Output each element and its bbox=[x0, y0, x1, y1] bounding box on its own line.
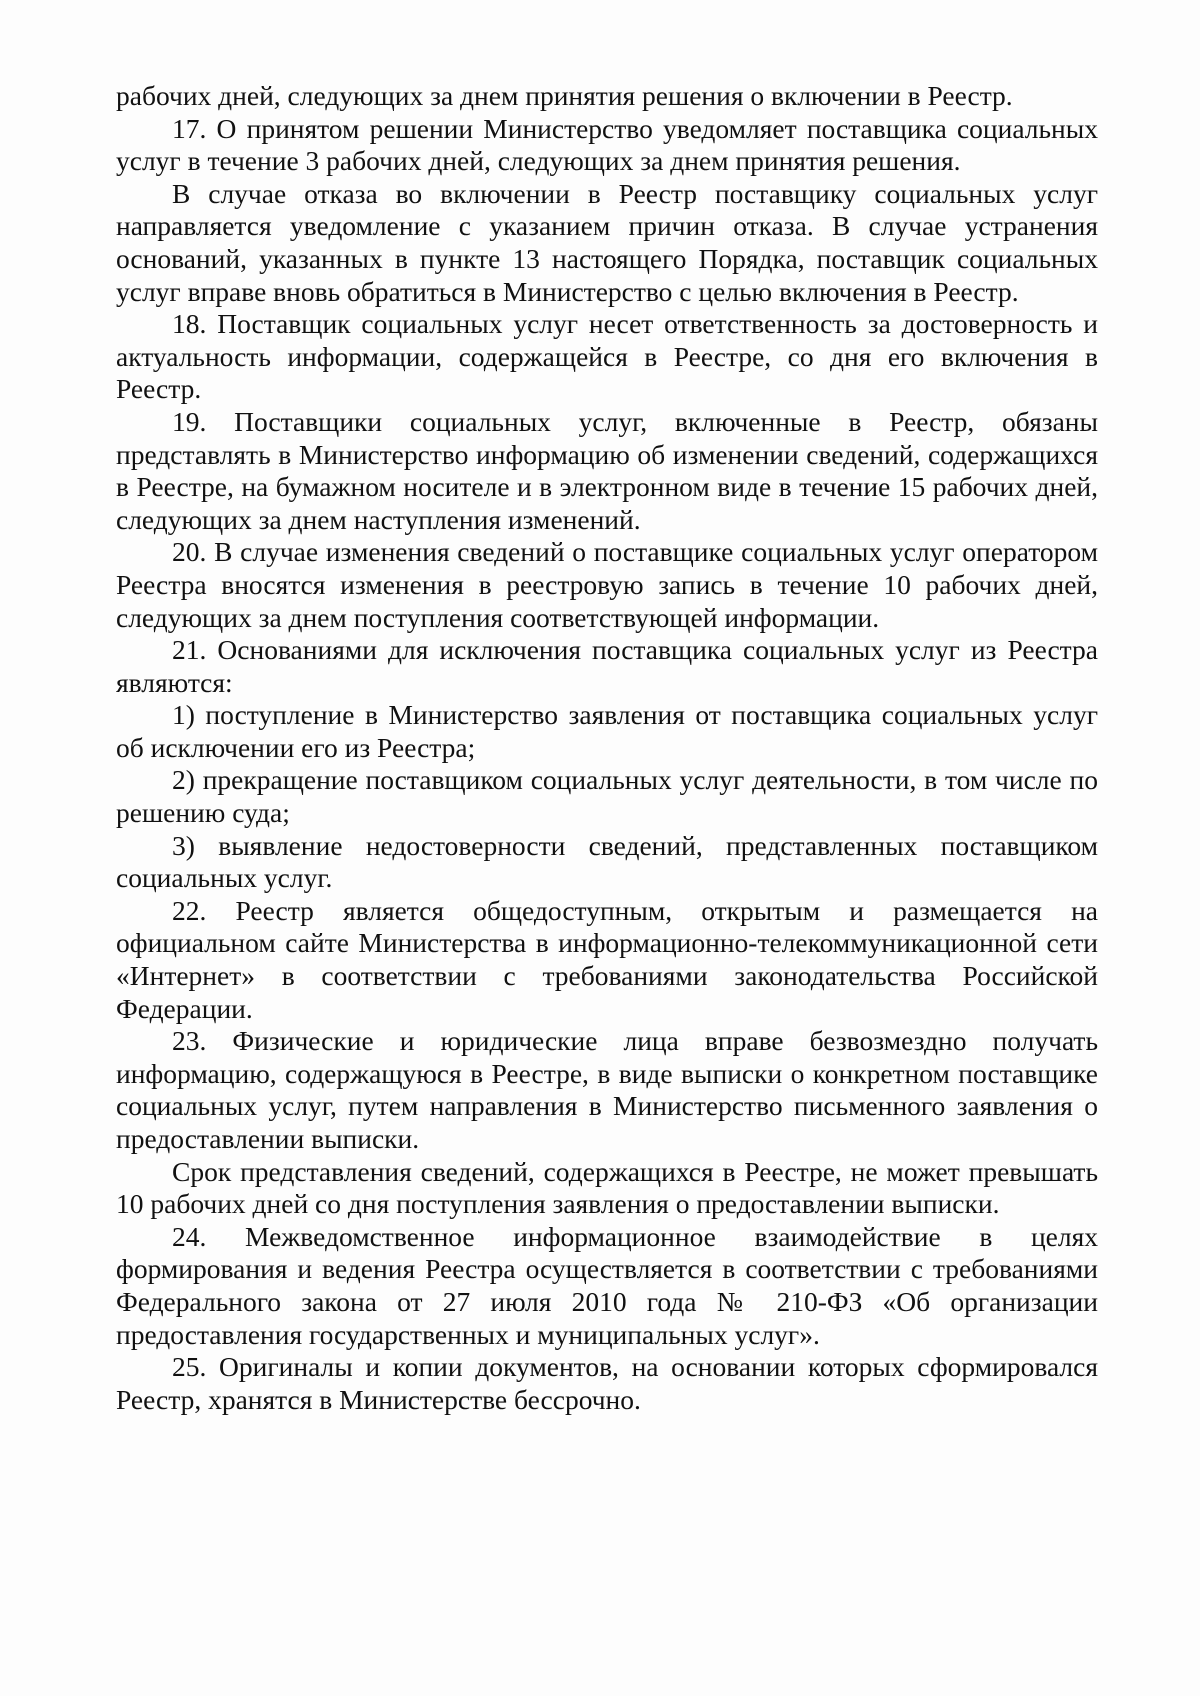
paragraph-item-22: 22. Реестр является общедоступным, открытым и размещается на официальном сайте Министерства в информационно-телекоммуникационной сети «Интернет» в соответствии с требованиями законодательства Российской Федерации. bbox=[116, 894, 1098, 1024]
paragraph-refusal-notice: В случае отказа во включении в Реестр поставщику социальных услуг направляется уведомление с указанием причин отказа. В случае устранения оснований, указанных в пункте 13 настоящего Порядка, поставщик социальных услуг вправе вновь обратиться в Министерство с целью включения в Реестр. bbox=[116, 177, 1098, 307]
paragraph-item-25: 25. Оригиналы и копии документов, на основании которых сформировался Реестр, хранятся в Министерстве бессрочно. bbox=[116, 1351, 1098, 1415]
paragraph-subitem-1: 1) поступление в Министерство заявления от поставщика социальных услуг об исключении его из Реестра; bbox=[116, 699, 1098, 763]
paragraph-continuation: рабочих дней, следующих за днем принятия решения о включении в Реестр. bbox=[116, 80, 1013, 111]
paragraph-subitem-3: 3) выявление недостоверности сведений, представленных поставщиком социальных услуг. bbox=[116, 829, 1098, 894]
paragraph-item-24: 24. Межведомственное информационное взаимодействие в целях формирования и ведения Реестра осуществляется в соответствии с требованиями Федерального закона от 27 июля 2010 года № 210-ФЗ «Об организации предоставления государственных и муниципальных услуг». bbox=[116, 1220, 1098, 1350]
paragraph-item-19: 19. Поставщики социальных услуг, включенные в Реестр, обязаны представлять в Министерство информацию об изменении сведений, содержащихся в Реестре, на бумажном носителе и в электронном виде в течение 15 рабочих дней, следующих за днем наступления изменений. bbox=[116, 405, 1098, 535]
paragraph-item-23: 23. Физические и юридические лица вправе безвозмездно получать информацию, содержащуюся в Реестре, в виде выписки о конкретном поставщике социальных услуг, путем направления в Министерство письменного заявления о предоставлении выписки. bbox=[116, 1025, 1098, 1154]
paragraph-item-18: 18. Поставщик социальных услуг несет ответственность за достоверность и актуальность информации, содержащейся в Реестре, со дня его включения в Реестр. bbox=[116, 308, 1098, 405]
document-body bbox=[116, 80, 1098, 1416]
paragraph-subitem-2: 2) прекращение поставщиком социальных услуг деятельности, в том числе по решению суда; bbox=[116, 764, 1098, 829]
paragraph-item-20: 20. В случае изменения сведений о поставщике социальных услуг оператором Реестра вносятся изменения в реестровую запись в течение 10 рабочих дней, следующих за днем поступления соответствующей информации. bbox=[116, 536, 1098, 633]
paragraph-item-17: 17. О принятом решении Министерство уведомляет поставщика социальных услуг в течение 3 рабочих дней, следующих за днем принятия решения. bbox=[116, 112, 1098, 177]
paragraph-term-of-provision: Срок представления сведений, содержащихся в Реестре, не может превышать 10 рабочих дней со дня поступления заявления о предоставлении выписки. bbox=[116, 1155, 1098, 1220]
paragraph-item-21: 21. Основаниями для исключения поставщика социальных услуг из Реестра являются: bbox=[116, 634, 1098, 698]
